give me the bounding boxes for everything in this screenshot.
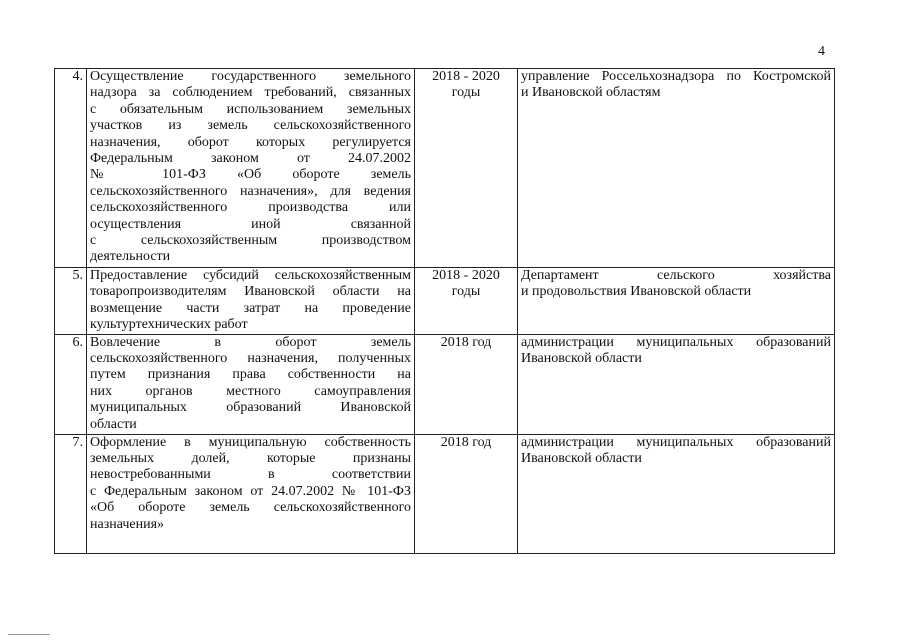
measure-line: надзора за соблюдением требований, связанных	[90, 85, 411, 101]
responsible-cell	[518, 268, 835, 335]
measure-line: культуртехнических работ	[90, 317, 248, 333]
responsible-cell	[518, 334, 835, 434]
period-line: 2018 год	[440, 334, 492, 350]
measure-line: муниципальных образований Ивановской	[90, 400, 411, 416]
table-row	[55, 69, 835, 268]
measure-line: Вовлечение в оборот земель	[90, 334, 411, 350]
table-row	[55, 334, 835, 434]
responsible-line: Ивановской области	[521, 451, 642, 467]
table-row	[55, 434, 835, 553]
measure-line: с обязательным использованием земельных	[90, 101, 411, 117]
measure-line: путем признания права собственности на	[90, 367, 411, 383]
measure-line: № 101-ФЗ «Об обороте земель	[90, 167, 411, 183]
measures-table	[54, 68, 835, 554]
measure-line: сельскохозяйственного назначения», для ведения	[90, 183, 411, 199]
responsible-cell	[518, 434, 835, 553]
measure-line: них органов местного самоуправления	[90, 383, 411, 399]
period-cell	[415, 434, 518, 553]
row-number: 4.	[55, 69, 87, 268]
responsible-line: управление Россельхознадзора по Костромской	[521, 69, 831, 84]
page-number: 4	[818, 44, 825, 59]
measure-line: возмещение части затрат на проведение	[90, 300, 411, 316]
measure-line: осуществления иной связанной	[90, 216, 411, 232]
measure-line: сельскохозяйственного назначения, полученных	[90, 351, 411, 367]
table-row	[55, 268, 835, 335]
measure-cell	[87, 69, 415, 268]
period-line: годы	[451, 284, 481, 300]
measure-line: Федеральным законом от 24.07.2002	[90, 151, 411, 167]
measure-line: Оформление в муниципальную собственность	[90, 434, 411, 450]
scan-edge-mark	[8, 634, 50, 635]
period-line: годы	[451, 85, 481, 101]
measure-line: с Федеральным законом от 24.07.2002 № 101-ФЗ	[90, 483, 411, 499]
measure-line: деятельности	[90, 249, 171, 265]
period-line: 2018 год	[440, 434, 492, 450]
responsible-line: Ивановской области	[521, 351, 642, 367]
responsible-line: и Ивановской областям	[521, 85, 661, 101]
measure-line: с сельскохозяйственным производством	[90, 233, 411, 249]
row-number: 7.	[55, 434, 87, 553]
measure-line: участков из земель сельскохозяйственного	[90, 118, 411, 134]
responsible-line: администрации муниципальных образований	[521, 434, 831, 450]
measure-cell	[87, 268, 415, 335]
period-cell	[415, 69, 518, 268]
row-number: 5.	[55, 268, 87, 335]
measure-line: товаропроизводителям Ивановской области на	[90, 284, 411, 300]
period-cell	[415, 268, 518, 335]
measure-line: Осуществление государственного земельного	[90, 69, 411, 84]
period-line: 2018 - 2020	[432, 69, 500, 84]
row-number: 6.	[55, 334, 87, 434]
measure-cell	[87, 434, 415, 553]
measure-line: сельскохозяйственного производства или	[90, 200, 411, 216]
measure-line: невостребованными в соответствии	[90, 467, 411, 483]
measure-cell	[87, 334, 415, 434]
responsible-line: администрации муниципальных образований	[521, 334, 831, 350]
period-line: 2018 - 2020	[432, 268, 500, 283]
measure-line: назначения»	[90, 516, 165, 532]
measure-line: назначения, оборот которых регулируется	[90, 134, 411, 150]
period-cell	[415, 334, 518, 434]
responsible-line: Департамент сельского хозяйства	[521, 268, 831, 283]
responsible-line: и продовольствия Ивановской области	[521, 284, 752, 300]
measure-line: области	[90, 416, 137, 432]
measure-line: Предоставление субсидий сельскохозяйственным	[90, 268, 411, 283]
responsible-cell	[518, 69, 835, 268]
measure-line: «Об обороте земель сельскохозяйственного	[90, 500, 411, 516]
measure-line: земельных долей, которые признаны	[90, 451, 411, 467]
